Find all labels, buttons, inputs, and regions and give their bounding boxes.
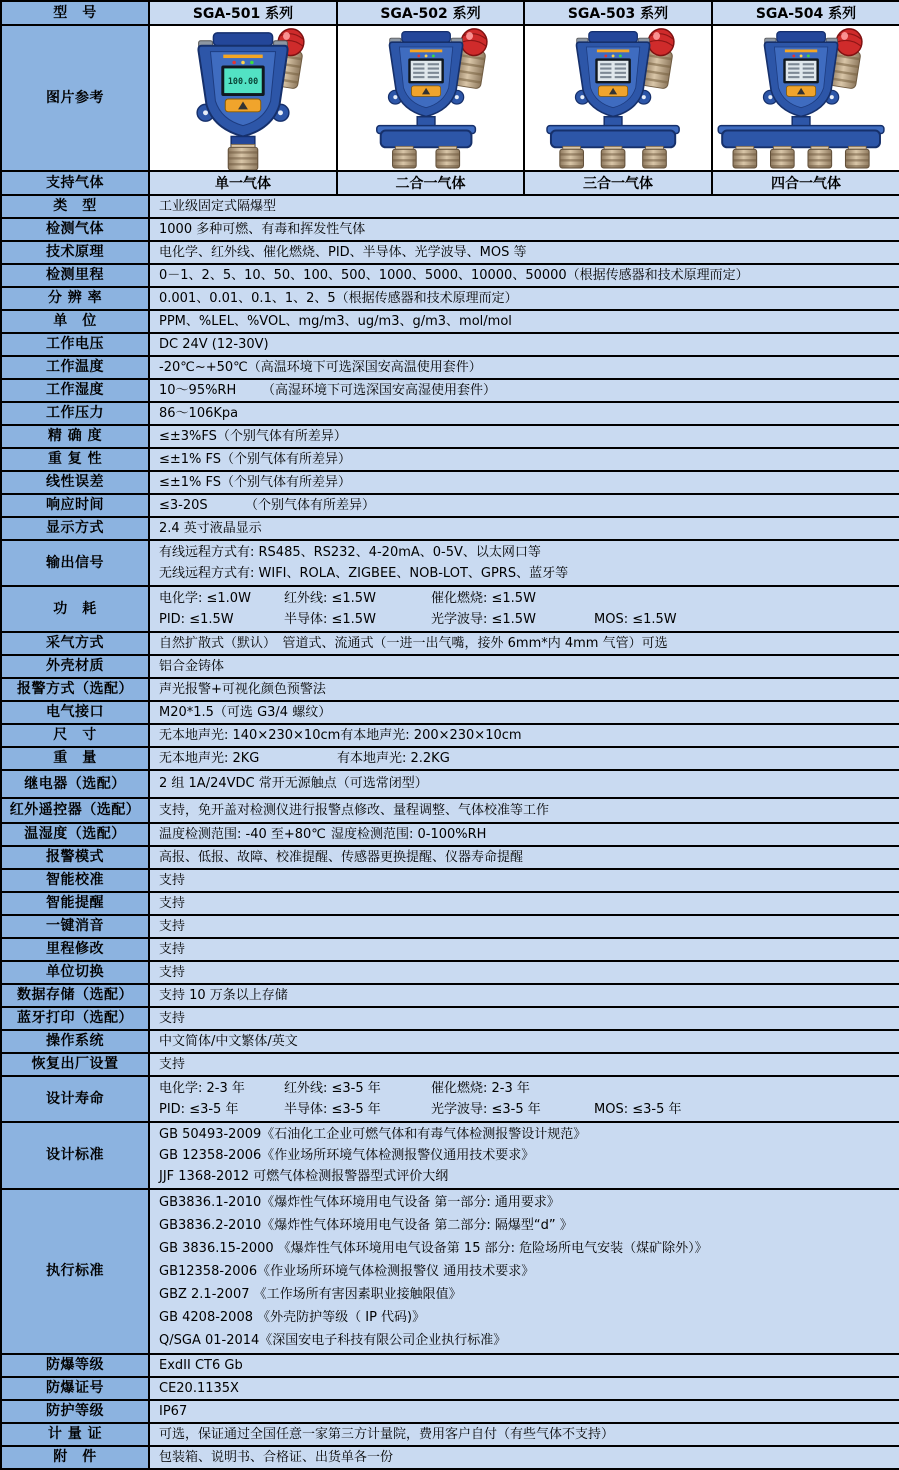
spec-row bbox=[1, 655, 899, 678]
spec-row-label: 报警方式（选配） bbox=[1, 678, 149, 701]
spec-row bbox=[1, 264, 899, 287]
spec-value-segment: 10～95%RH bbox=[159, 383, 237, 398]
spec-row bbox=[1, 310, 899, 333]
device-illustration-sga-504 bbox=[713, 26, 899, 170]
spec-row bbox=[1, 1423, 899, 1446]
spec-row bbox=[1, 1377, 899, 1400]
model-header-label: 型 号 bbox=[1, 1, 149, 25]
spec-row-label: 分 辨 率 bbox=[1, 287, 149, 310]
spec-row-value: ExdII CT6 Gb bbox=[149, 1354, 899, 1377]
spec-row-label: 显示方式 bbox=[1, 517, 149, 540]
spec-row bbox=[1, 586, 899, 632]
spec-row-value: 0－1、2、5、10、50、100、500、1000、5000、10000、50000（根据传感器和技术原理而定） bbox=[149, 264, 899, 287]
spec-row-label: 工作电压 bbox=[1, 333, 149, 356]
spec-row-value: 2 组 1A/24VDC 常开无源触点（可选常闭型） bbox=[149, 770, 899, 798]
spec-row-value: 0.001、0.01、0.1、1、2、5（根据传感器和技术原理而定） bbox=[149, 287, 899, 310]
spec-row bbox=[1, 747, 899, 770]
spec-row-label: 类 型 bbox=[1, 195, 149, 218]
spec-row-label: 线性误差 bbox=[1, 471, 149, 494]
spec-row bbox=[1, 869, 899, 892]
model-header-row bbox=[1, 1, 899, 25]
product-image-sga-502 bbox=[337, 25, 524, 171]
spec-row bbox=[1, 287, 899, 310]
spec-row bbox=[1, 356, 899, 379]
spec-row-value bbox=[149, 586, 899, 632]
spec-row-label: 防爆等级 bbox=[1, 1354, 149, 1377]
spec-row-value: 有线远程方式有: RS485、RS232、4-20mA、0-5V、以太网口等 无线远程方式有: WIFI、ROLA、ZIGBEE、NOB-LOT、GPRS、蓝牙等 bbox=[149, 540, 899, 586]
spec-row bbox=[1, 402, 899, 425]
spec-row-value: IP67 bbox=[149, 1400, 899, 1423]
spec-row-label: 报警模式 bbox=[1, 846, 149, 869]
spec-value-segment: 有本地声光: 200×230×10cm bbox=[340, 728, 522, 743]
spec-row-value: GB 50493-2009《石油化工企业可燃气体和有毒气体检测报警设计规范》 GB 12358-2006《作业场所环境气体检测报警仪通用技术要求》 JJF 1368-2012 可燃气体检测报警器型式评价大纲 bbox=[149, 1122, 899, 1189]
spec-row-label: 设计标准 bbox=[1, 1122, 149, 1189]
spec-row-value: 1000 多种可燃、有毒和挥发性气体 bbox=[149, 218, 899, 241]
spec-row-value: 电化学、红外线、催化燃烧、PID、半导体、光学波导、MOS 等 bbox=[149, 241, 899, 264]
spec-value-segment: ≤3-20S bbox=[159, 498, 208, 513]
gas-type-3in1: 三合一气体 bbox=[524, 171, 712, 195]
spec-value-segment: 催化燃烧: 2-3 年 bbox=[431, 1081, 530, 1096]
spec-row-label: 智能提醒 bbox=[1, 892, 149, 915]
spec-row-value bbox=[149, 823, 899, 846]
spec-value-segment: 无本地声光: 140×230×10cm bbox=[159, 728, 341, 743]
spec-row-value: 支持 bbox=[149, 1007, 899, 1030]
model-name-sga-504: SGA-504 系列 bbox=[712, 1, 899, 25]
spec-row bbox=[1, 632, 899, 655]
spec-row bbox=[1, 379, 899, 402]
spec-row bbox=[1, 218, 899, 241]
product-image-sga-504 bbox=[712, 25, 899, 171]
spec-row-value: 支持 bbox=[149, 938, 899, 961]
gas-type-2in1: 二合一气体 bbox=[337, 171, 524, 195]
spec-value-segment: 湿度检测范围: 0-100%RH bbox=[331, 827, 487, 842]
spec-row-value: PPM、%LEL、%VOL、mg/m3、ug/m3、g/m3、mol/mol bbox=[149, 310, 899, 333]
spec-row-value: 工业级固定式隔爆型 bbox=[149, 195, 899, 218]
spec-row bbox=[1, 1446, 899, 1469]
spec-value-segment: 有本地声光: 2.2KG bbox=[337, 751, 450, 766]
spec-row bbox=[1, 724, 899, 747]
spec-row-value: 支持 bbox=[149, 915, 899, 938]
spec-row-value: 可选，保证通过全国任意一家第三方计量院，费用客户自付（有些气体不支持） bbox=[149, 1423, 899, 1446]
image-row-label: 图片参考 bbox=[1, 25, 149, 171]
spec-row-value bbox=[149, 1076, 899, 1122]
spec-row-label: 单 位 bbox=[1, 310, 149, 333]
spec-row-value: CE20.1135X bbox=[149, 1377, 899, 1400]
spec-row-value: 自然扩散式（默认） 管道式、流通式（一进一出气嘴，接外 6mm*内 4mm 气管）可选 bbox=[149, 632, 899, 655]
spec-value-segment: （高湿环境下可选深国安高湿使用套件） bbox=[262, 383, 497, 398]
device-illustration-sga-502 bbox=[338, 26, 524, 170]
spec-row bbox=[1, 1122, 899, 1189]
spec-row-value: M20*1.5（可选 G3/4 螺纹） bbox=[149, 701, 899, 724]
spec-row bbox=[1, 798, 899, 823]
spec-value-segment: 红外线: ≤1.5W bbox=[284, 591, 376, 606]
spec-row-label: 附 件 bbox=[1, 1446, 149, 1469]
spec-value-segment: MOS: ≤3-5 年 bbox=[594, 1102, 682, 1117]
model-name-sga-503: SGA-503 系列 bbox=[524, 1, 712, 25]
spec-row bbox=[1, 1053, 899, 1076]
spec-row-label: 温湿度（选配） bbox=[1, 823, 149, 846]
spec-row bbox=[1, 938, 899, 961]
spec-row bbox=[1, 241, 899, 264]
spec-row bbox=[1, 333, 899, 356]
spec-value-segment: 光学波导: ≤3-5 年 bbox=[431, 1102, 541, 1117]
spec-row bbox=[1, 701, 899, 724]
spec-row-value: 支持 bbox=[149, 961, 899, 984]
spec-row bbox=[1, 494, 899, 517]
product-image-sga-501 bbox=[149, 25, 337, 171]
spec-row-label: 一键消音 bbox=[1, 915, 149, 938]
spec-row-label: 外壳材质 bbox=[1, 655, 149, 678]
spec-row bbox=[1, 195, 899, 218]
spec-value-segment: 电化学: 2-3 年 bbox=[159, 1081, 245, 1096]
gas-row-label: 支持气体 bbox=[1, 171, 149, 195]
spec-row-value bbox=[149, 724, 899, 747]
spec-value-segment: （个别气体有所差异） bbox=[245, 498, 376, 513]
spec-row-value: 2.4 英寸液晶显示 bbox=[149, 517, 899, 540]
spec-row-label: 功 耗 bbox=[1, 586, 149, 632]
device-illustration-sga-501 bbox=[150, 26, 337, 170]
spec-row-value: ≤±1% FS（个别气体有所差异） bbox=[149, 448, 899, 471]
spec-row-value: ≤±3%FS（个别气体有所差异） bbox=[149, 425, 899, 448]
spec-row-value: 支持 bbox=[149, 869, 899, 892]
spec-row bbox=[1, 1400, 899, 1423]
svg-text:100.00: 100.00 bbox=[227, 76, 259, 87]
spec-row-label: 尺 寸 bbox=[1, 724, 149, 747]
spec-value-segment: 半导体: ≤3-5 年 bbox=[284, 1102, 381, 1117]
spec-row-label: 响应时间 bbox=[1, 494, 149, 517]
spec-row bbox=[1, 1189, 899, 1354]
spec-row-label: 恢复出厂设置 bbox=[1, 1053, 149, 1076]
spec-row-label: 执行标准 bbox=[1, 1189, 149, 1354]
spec-row-label: 数据存储（选配） bbox=[1, 984, 149, 1007]
model-name-sga-501: SGA-501 系列 bbox=[149, 1, 337, 25]
spec-row-value: 支持 bbox=[149, 1053, 899, 1076]
spec-row-label: 工作温度 bbox=[1, 356, 149, 379]
spec-value-segment: PID: ≤3-5 年 bbox=[159, 1102, 239, 1117]
spec-row-label: 重 量 bbox=[1, 747, 149, 770]
spec-row-label: 操作系统 bbox=[1, 1030, 149, 1053]
spec-row-value: 86～106Kpa bbox=[149, 402, 899, 425]
spec-row bbox=[1, 1076, 899, 1122]
spec-row-label: 防爆证号 bbox=[1, 1377, 149, 1400]
spec-value-segment: PID: ≤1.5W bbox=[159, 612, 234, 627]
spec-row-value bbox=[149, 494, 899, 517]
spec-row-label: 检测气体 bbox=[1, 218, 149, 241]
spec-row-label: 继电器（选配） bbox=[1, 770, 149, 798]
spec-row bbox=[1, 1007, 899, 1030]
spec-row-value: DC 24V (12-30V) bbox=[149, 333, 899, 356]
spec-value-segment: 电化学: ≤1.0W bbox=[159, 591, 251, 606]
spec-value-segment: 温度检测范围: -40 至+80℃ bbox=[159, 827, 326, 842]
spec-row-value: -20℃~+50℃（高温环境下可选深国安高温使用套件） bbox=[149, 356, 899, 379]
spec-row bbox=[1, 823, 899, 846]
spec-row-label: 计 量 证 bbox=[1, 1423, 149, 1446]
spec-row-value: 包装箱、说明书、合格证、出货单各一份 bbox=[149, 1446, 899, 1469]
spec-row-value bbox=[149, 747, 899, 770]
spec-row bbox=[1, 846, 899, 869]
spec-row bbox=[1, 678, 899, 701]
spec-row-label: 电气接口 bbox=[1, 701, 149, 724]
spec-row-label: 工作压力 bbox=[1, 402, 149, 425]
spec-value-segment: 无本地声光: 2KG bbox=[159, 751, 260, 766]
spec-row-label: 精 确 度 bbox=[1, 425, 149, 448]
spec-row-label: 采气方式 bbox=[1, 632, 149, 655]
spec-row-label: 单位切换 bbox=[1, 961, 149, 984]
spec-row-label: 蓝牙打印（选配） bbox=[1, 1007, 149, 1030]
device-illustration-sga-503 bbox=[525, 26, 712, 170]
spec-value-segment: 半导体: ≤1.5W bbox=[284, 612, 376, 627]
spec-row bbox=[1, 448, 899, 471]
spec-row bbox=[1, 984, 899, 1007]
spec-value-segment: 光学波导: ≤1.5W bbox=[431, 612, 536, 627]
spec-row-label: 智能校准 bbox=[1, 869, 149, 892]
spec-row-value: 支持 bbox=[149, 892, 899, 915]
spec-row-value: 支持，免开盖对检测仪进行报警点修改、量程调整、气体校准等工作 bbox=[149, 798, 899, 823]
spec-row-value: 声光报警+可视化颜色预警法 bbox=[149, 678, 899, 701]
spec-row bbox=[1, 961, 899, 984]
product-image-sga-503 bbox=[524, 25, 712, 171]
spec-row-value: GB3836.1-2010《爆炸性气体环境用电气设备 第一部分: 通用要求》 GB3836.2-2010《爆炸性气体环境用电气设备 第二部分: 隔爆型“d” 》 GB 3836.15-2000 《爆炸性气体环境用电气设备第 15 部分: 危险场所电气安装（煤矿除外）》 GB12358-2006《作业场所环境气体检测报警仪 通用技术要求》 GBZ 2.1-2007 《工作场所有害因素职业接触限值》 GB 4208-2008 《外壳防护等级（ IP 代码)》 Q/SGA 01-2014《深国安电子科技有限公司企业执行标准》 bbox=[149, 1189, 899, 1354]
spec-row-value: 支持 10 万条以上存储 bbox=[149, 984, 899, 1007]
spec-row-label: 检测里程 bbox=[1, 264, 149, 287]
gas-support-row bbox=[1, 171, 899, 195]
spec-row-value: 中文简体/中文繁体/英文 bbox=[149, 1030, 899, 1053]
spec-row bbox=[1, 892, 899, 915]
spec-row bbox=[1, 425, 899, 448]
model-name-sga-502: SGA-502 系列 bbox=[337, 1, 524, 25]
spec-row bbox=[1, 540, 899, 586]
spec-row bbox=[1, 770, 899, 798]
image-row bbox=[1, 25, 899, 171]
spec-row-label: 工作湿度 bbox=[1, 379, 149, 402]
spec-row bbox=[1, 915, 899, 938]
spec-row-value: 高报、低报、故障、校准提醒、传感器更换提醒、仪器寿命提醒 bbox=[149, 846, 899, 869]
spec-row bbox=[1, 1030, 899, 1053]
spec-row-label: 技术原理 bbox=[1, 241, 149, 264]
spec-row-label: 设计寿命 bbox=[1, 1076, 149, 1122]
spec-row bbox=[1, 1354, 899, 1377]
spec-row bbox=[1, 517, 899, 540]
spec-row-label: 输出信号 bbox=[1, 540, 149, 586]
spec-row-value: 铝合金铸体 bbox=[149, 655, 899, 678]
spec-row-label: 红外遥控器（选配） bbox=[1, 798, 149, 823]
spec-row-value bbox=[149, 379, 899, 402]
spec-row-label: 重 复 性 bbox=[1, 448, 149, 471]
spec-value-segment: MOS: ≤1.5W bbox=[594, 612, 677, 627]
gas-type-4in1: 四合一气体 bbox=[712, 171, 899, 195]
spec-row-label: 防护等级 bbox=[1, 1400, 149, 1423]
spec-row-label: 里程修改 bbox=[1, 938, 149, 961]
spec-row bbox=[1, 471, 899, 494]
gas-type-single: 单一气体 bbox=[149, 171, 337, 195]
spec-value-segment: 红外线: ≤3-5 年 bbox=[284, 1081, 381, 1096]
spec-value-segment: 催化燃烧: ≤1.5W bbox=[431, 591, 536, 606]
spec-row-value: ≤±1% FS（个别气体有所差异） bbox=[149, 471, 899, 494]
